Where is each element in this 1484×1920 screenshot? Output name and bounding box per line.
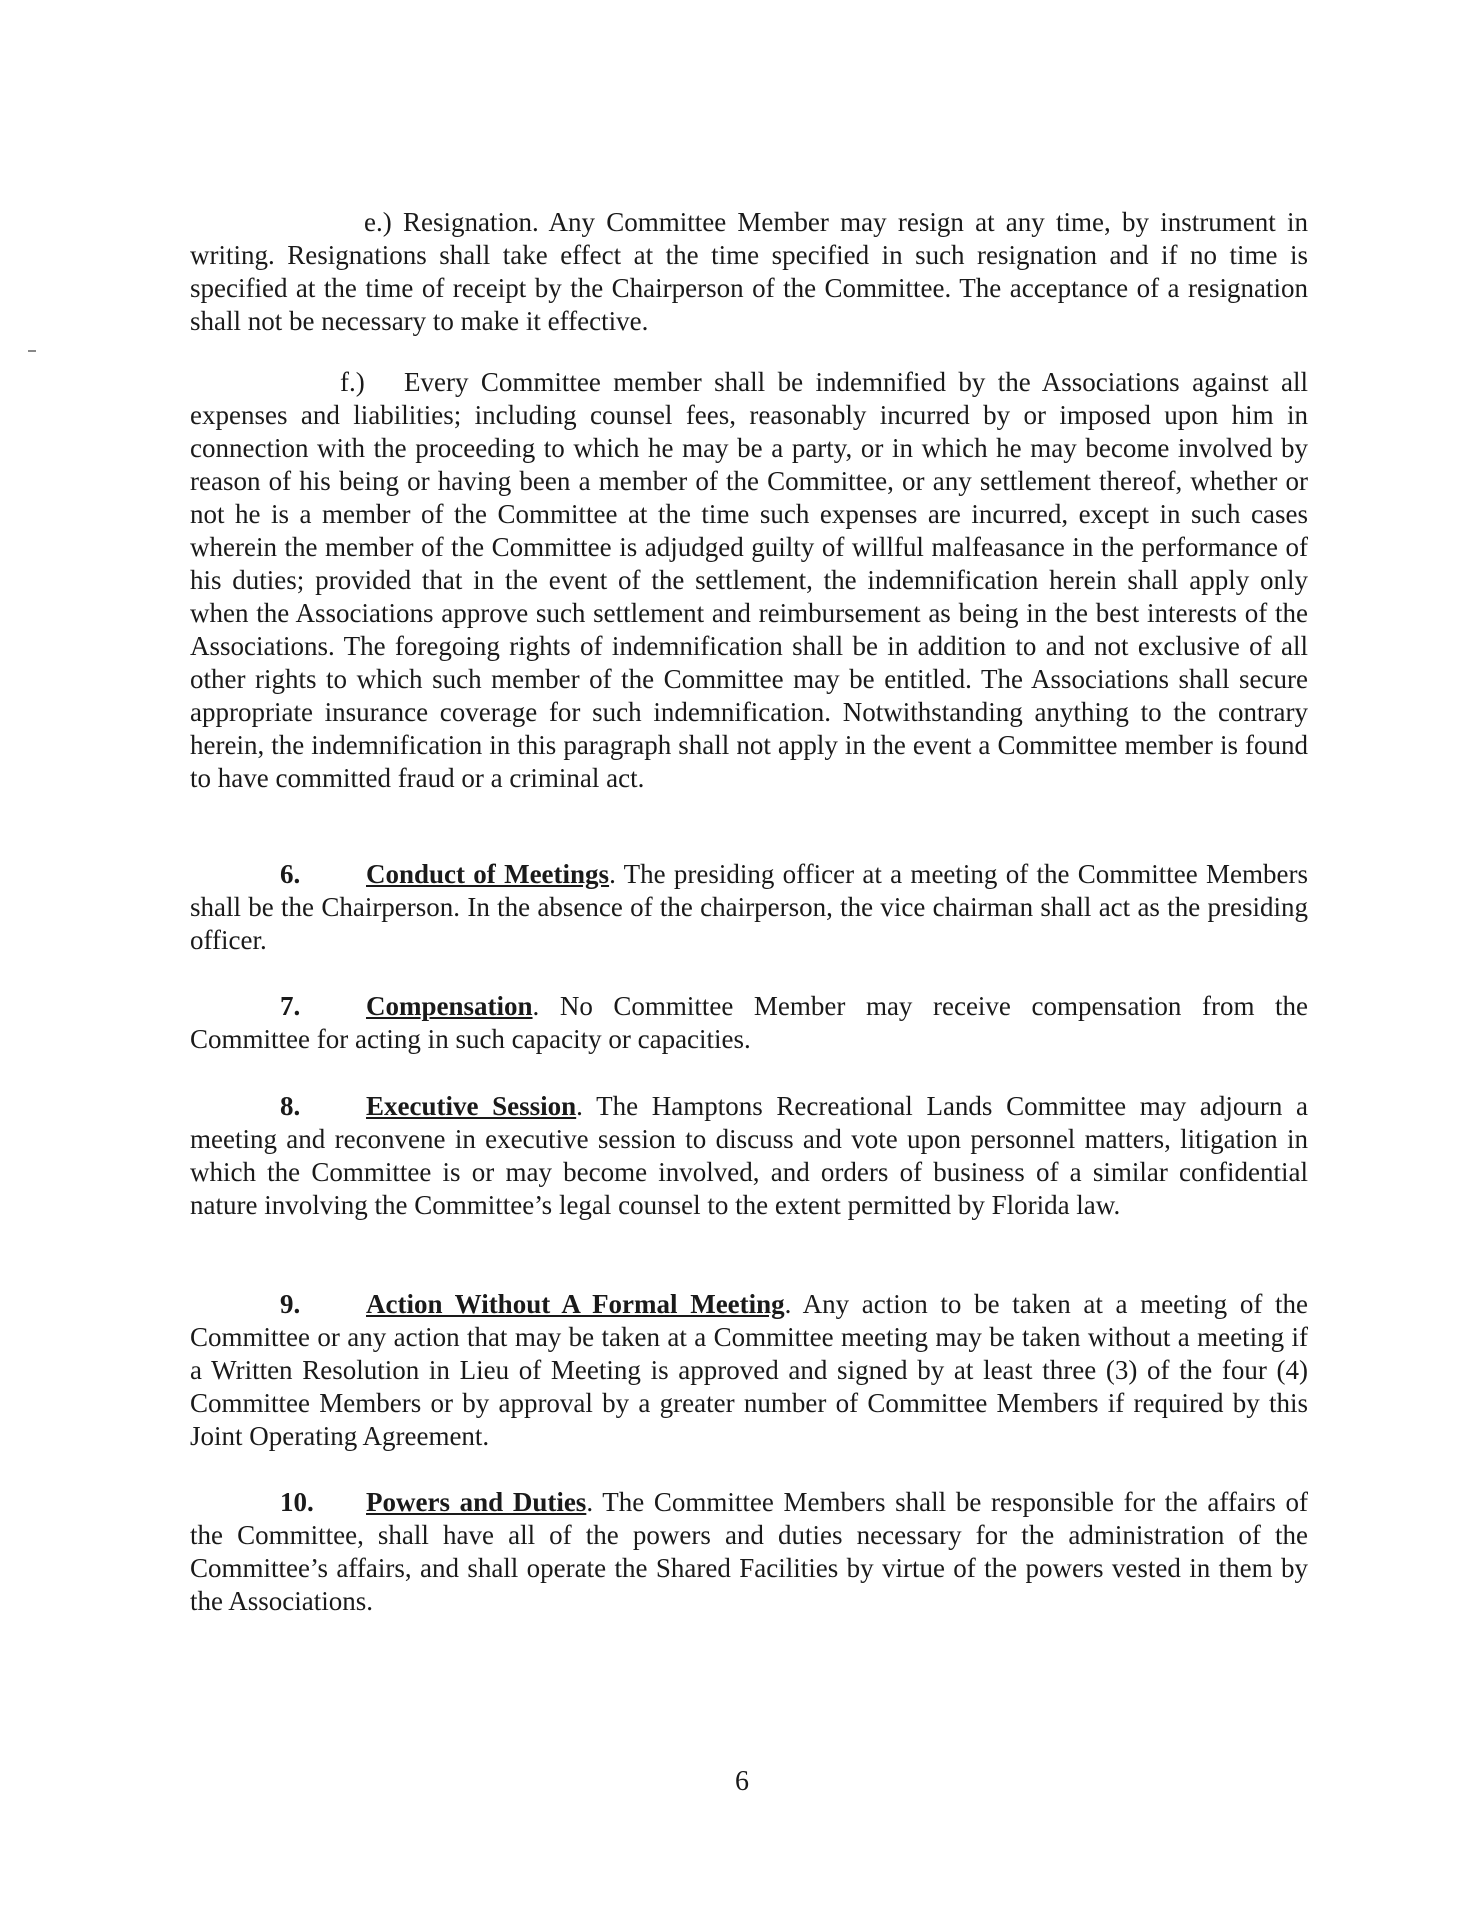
section-7-compensation <box>190 990 1308 1056</box>
paragraph-e-label: e.) <box>364 207 403 237</box>
section-heading: Executive Session <box>366 1091 577 1121</box>
section-number: 6. <box>280 859 301 889</box>
section-heading: Powers and Duties <box>366 1487 587 1517</box>
section-6-conduct-of-meetings <box>190 858 1308 957</box>
section-number: 9. <box>280 1289 301 1319</box>
section-10-powers-and-duties <box>190 1486 1308 1618</box>
section-number: 10. <box>280 1487 314 1517</box>
paragraph-e-heading: Resignation. <box>402 207 539 237</box>
section-text: . The Hamptons Recreational Lands Committee may adjourn a meeting and reconvene in executive session to discuss and vote upon personnel matters, litigation in which the Committee is or may become involved, and orders of business of a similar confidential nature involving the Committee’s legal counsel to the extent permitted by Florida law. <box>190 1091 1308 1220</box>
page-number: 6 <box>735 1766 749 1797</box>
section-text: . The presiding officer at a meeting of the Committee Members shall be the Chairperson. In the absence of the chairperson, the vice chairman shall act as the presiding officer. <box>190 859 1308 955</box>
section-text: . Any action to be taken at a meeting of the Committee or any action that may be taken at a Committee meeting may be taken without a meeting if a Written Resolution in Lieu of Meeting is approved and signed by at least three (3) of the four (4) Committee Members or by approval by a greater number of Committee Members if required by this Joint Operating Agreement. <box>190 1289 1308 1451</box>
section-8-executive-session <box>190 1090 1308 1222</box>
scan-artifact <box>28 350 36 352</box>
paragraph-e-text: Any Committee Member may resign at any time, by instrument in writing. Resignations shall take effect at the time specified in such resignation and if no time is specified at the time of receipt by the Chairperson of the Committee. The acceptance of a resignation shall not be necessary to make it effective. <box>190 207 1308 336</box>
paragraph-e-resignation <box>190 206 1308 338</box>
section-number: 7. <box>280 991 301 1021</box>
section-number: 8. <box>280 1091 301 1121</box>
paragraph-f-indemnification <box>190 366 1308 795</box>
section-heading: Conduct of Meetings <box>366 859 610 889</box>
section-text: . No Committee Member may receive compensation from the Committee for acting in such capacity or capacities. <box>190 991 1308 1054</box>
paragraph-f-label: f.) <box>340 367 365 397</box>
section-heading: Compensation <box>366 991 533 1021</box>
section-heading: Action Without A Formal Meeting <box>366 1289 785 1319</box>
section-text: . The Committee Members shall be responsible for the affairs of the Committee, shall have all of the powers and duties necessary for the administration of the Committee’s affairs, and shall operate the Shared Facilities by virtue of the powers vested in them by the Associations. <box>190 1487 1309 1616</box>
paragraph-f-text: Every Committee member shall be indemnified by the Associations against all expenses and liabilities; including counsel fees, reasonably incurred by or imposed upon him in connection with the proceeding to which he may be a party, or in which he may become involved by reason of his being or having been a member of the Committee, or any settlement thereof, whether or not he is a member of the Committee at the time such expenses are incurred, except in such cases wherein the member of the Committee is adjudged guilty of willful malfeasance in the performance of his duties; provided that in the event of the settlement, the indemnification herein shall apply only when the Associations approve such settlement and reimbursement as being in the best interests of the Associations. The foregoing rights of indemnification shall be in addition to and not exclusive of all other rights to which such member of the Committee may be entitled. The Associations shall secure appropriate insurance coverage for such indemnification. Notwithstanding anything to the contrary herein, the indemnification in this paragraph shall not apply in the event a Committee member is found to have committed fraud or a criminal act. <box>190 367 1308 793</box>
section-9-action-without-formal-meeting <box>190 1288 1308 1453</box>
